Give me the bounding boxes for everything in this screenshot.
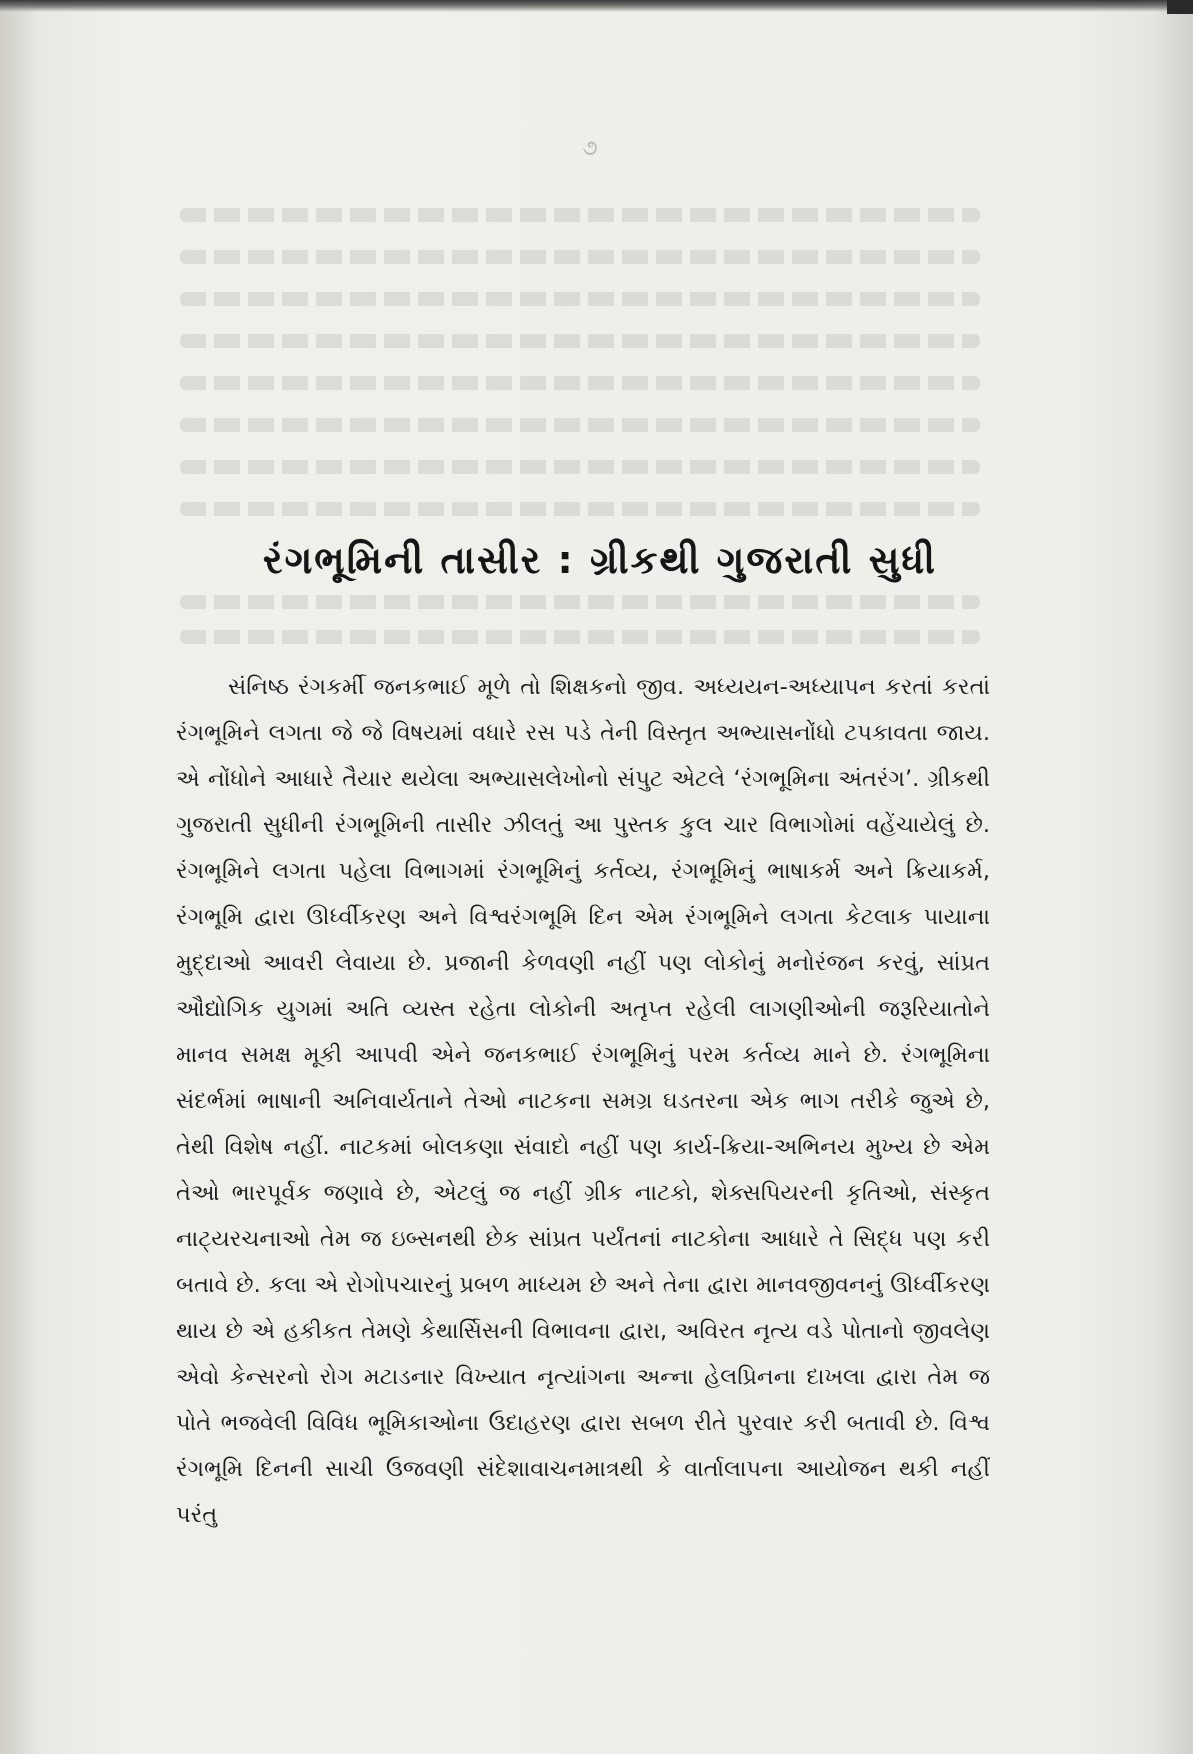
scan-corner-mark (1167, 0, 1193, 14)
bleed-through-line (180, 460, 980, 474)
bleed-through-line (180, 250, 980, 264)
bleed-through-line (180, 334, 980, 348)
bleed-through-line (180, 292, 980, 306)
bleed-through-line (180, 630, 980, 644)
bleed-through-line (180, 418, 980, 432)
bleed-through-line (180, 376, 980, 390)
body-paragraph: સંનિષ્ઠ રંગકર્મી જનકભાઈ મૂળે તો શિક્ષકનો જીવ. અધ્યયન-અધ્યાપન કરતાં કરતાં રંગભૂમિને લગતા જે જે વિષયમાં વધારે રસ પડે તેની વિસ્તૃત અભ્યાસનોંધો ટપકાવતા જાય. એ નોંધોને આધારે તૈયાર થયેલા અભ્યાસલેખોનો સંપુટ એટલે ‘રંગભૂમિના અંતરંગ’. ગ્રીકથી ગુજરાતી સુધીની રંગભૂમિની તાસીર ઝીલતું આ પુસ્તક કુલ ચાર વિભાગોમાં વહેંચાયેલું છે. રંગભૂમિને લગતા પહેલા વિભાગમાં રંગભૂમિનું કર્તવ્ય, રંગભૂમિનું ભાષાકર્મ અને ક્રિયાકર્મ, રંગભૂમિ દ્વારા ઊર્ધ્વીકરણ અને વિશ્વરંગભૂમિ દિન એમ રંગભૂમિને લગતા કેટલાક પાયાના મુદ્દાઓ આવરી લેવાયા છે. પ્રજાની કેળવણી નહીં પણ લોકોનું મનોરંજન કરવું, સાંપ્રત ઔદ્યોગિક યુગમાં અતિ વ્યસ્ત રહેતા લોકોની અતૃપ્ત રહેલી લાગણીઓની જરૂરિયાતોને માનવ સમક્ષ મૂકી આપવી એને જનકભાઈ રંગભૂમિનું પરમ કર્તવ્ય માને છે. રંગભૂમિના સંદર્ભમાં ભાષાની અનિવાર્યતાને તેઓ નાટકના સમગ્ર ઘડતરના એક ભાગ તરીકે જુએ છે, તેથી વિશેષ નહીં. નાટકમાં બોલકણા સંવાદો નહીં પણ કાર્ય-ક્રિયા-અભિનય મુખ્ય છે એમ તેઓ ભારપૂર્વક જણાવે છે, એટલું જ નહીં ગ્રીક નાટકો, શેક્સપિયરની કૃતિઓ, સંસ્કૃત નાટ્યરચનાઓ તેમ જ ઇબ્સનથી છેક સાંપ્રત પર્યંતનાં નાટકોના આધારે તે સિદ્ધ પણ કરી બતાવે છે. કલા એ રોગોપચારનું પ્રબળ માધ્યમ છે અને તેના દ્વારા માનવજીવનનું ઊર્ધ્વીકરણ થાય છે એ હકીકત તેમણે કેથાર્સિસની વિભાવના દ્વારા, અવિરત નૃત્ય વડે પોતાનો જીવલેણ એવો કેન્સરનો રોગ મટાડનાર વિખ્યાત નૃત્યાંગના અન્ના હેલપ્રિનના દાખલા દ્વારા તેમ જ પોતે ભજવેલી વિવિધ ભૂમિકાઓના ઉદાહરણ દ્વારા સબળ રીતે પુરવાર કરી બતાવી છે. વિશ્વ રંગભૂમિ દિનની સાચી ઉજવણી સંદેશાવાચનમાત્રથી કે વાર્તાલાપના આયોજન થકી નહીં પરંતુ (176, 674, 990, 1528)
bleed-through-line (180, 502, 980, 516)
bleed-through-line (180, 208, 980, 222)
page-top-edge (0, 0, 1193, 12)
bleed-through-line (180, 595, 980, 609)
chapter-title: રંગભૂમિની તાસીર : ગ્રીકથી ગુજરાતી સુધી (262, 538, 938, 582)
page-number: ૭ (582, 136, 598, 161)
